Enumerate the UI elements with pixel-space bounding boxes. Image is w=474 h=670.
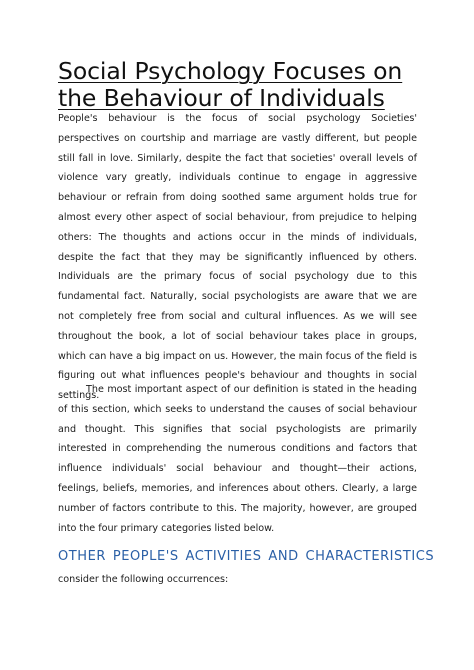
- section-heading: OTHER PEOPLE'S ACTIVITIES AND CHARACTERISTICS: [58, 549, 435, 564]
- document-title: Social Psychology Focuses on the Behaviour of Individuals: [58, 57, 403, 112]
- body-paragraph-1: People's behaviour is the focus of social psychology Societies' perspectives on courtship and marriage are vastly different, but people still fall in love. Similarly, despite the fact that societies' overall levels of violence vary greatly, individuals continue to engage in aggressive behaviour or refrain from doing soothed same argument holds true for almost every other aspect of social behaviour, from prejudice to helping others: The thoughts and actions occur in the minds of individuals, despite the fact that they may be significantly influenced by others. Individuals are the primary focus of social psychology due to this fundamental fact. Naturally, social psychologists are aware that we are not completely free from social and cultural influences. As we will see throughout the book, a lot of social behaviour takes place in groups, which can have a big impact on us. However, the main focus of the field is figuring out what influences people's behaviour and thoughts in social settings.: [58, 113, 417, 402]
- body-paragraph-2: The most important aspect of our definition is stated in the heading of this section, which seeks to understand the causes of social behaviour and thought. This signifies that social psychologists are primarily interested in comprehending the numerous conditions and factors that influence individuals' social behaviour and thought—their actions, feelings, beliefs, memories, and inferences about others. Clearly, a large number of factors contribute to this. The majority, however, are grouped into the four primary categories listed below.: [58, 384, 417, 534]
- section-intro-text: consider the following occurrences:: [58, 574, 229, 585]
